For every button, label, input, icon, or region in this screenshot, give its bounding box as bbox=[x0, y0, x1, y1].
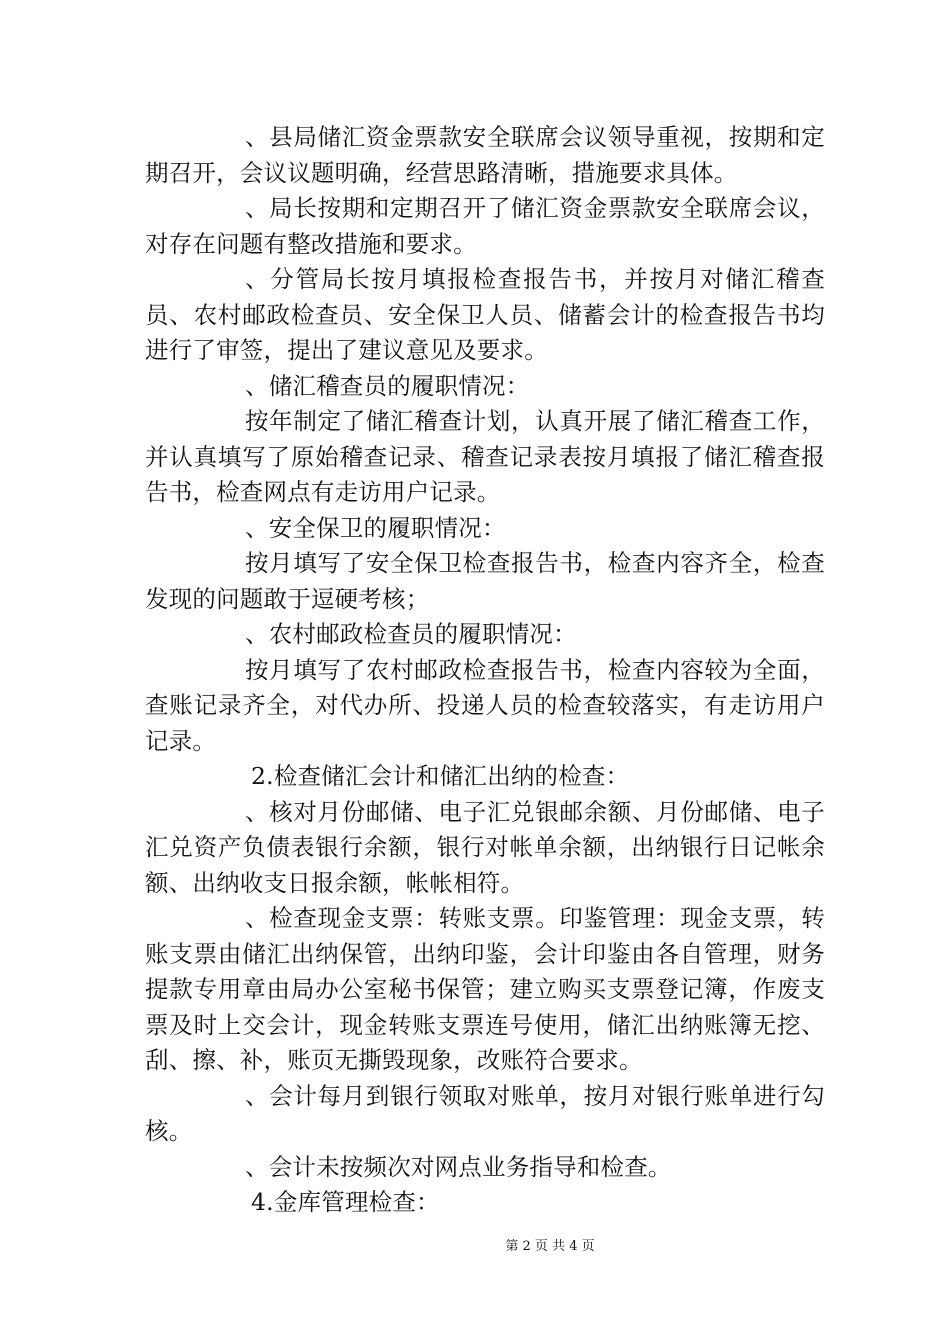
paragraph: 、检查现金支票：转账支票。印鉴管理：现金支票，转账支票由储汇出纳保管，出纳印鉴，会计印鉴由各自管理，财务提款专用章由局办公室秘书保管；建立购买支票登记簿，作废支票及时上交会计，现金转账支票连号使用，储汇出纳账簿无挖、刮、擦、补，账页无撕毁现象，改账符合要求。 bbox=[145, 904, 825, 1074]
paragraph: 按月填写了安全保卫检查报告书，检查内容齐全，检查发现的问题敢于逗硬考核； bbox=[145, 549, 825, 613]
paragraph: 、会计未按频次对网点业务指导和检查。 bbox=[245, 1152, 672, 1181]
paragraph: 、储汇稽查员的履职情况： bbox=[245, 371, 530, 400]
paragraph: 、分管局长按月填报检查报告书，并按月对储汇稽查员、农村邮政检查员、安全保卫人员、储蓄会计的检查报告书均进行了审签，提出了建议意见及要求。 bbox=[145, 265, 825, 364]
paragraph: 、农村邮政检查员的履职情况： bbox=[245, 620, 577, 648]
paragraph: 、安全保卫的履职情况： bbox=[245, 513, 506, 542]
section-heading: 4.金库管理检查： bbox=[251, 1188, 440, 1216]
page-number-footer: 第 2 页 共 4 页 bbox=[505, 1239, 595, 1254]
paragraph: 按月填写了农村邮政检查报告书，检查内容较为全面，查账记录齐全，对代办所、投递人员的检查较落实，有走访用户记录。 bbox=[145, 655, 825, 755]
paragraph: 、会计每月到银行领取对账单，按月对银行账单进行勾核。 bbox=[145, 1081, 825, 1145]
paragraph: 、核对月份邮储、电子汇兑银邮余额、月份邮储、电子汇兑资产负债表银行余额，银行对帐单余额，出纳银行日记帐余额、出纳收支日报余额，帐帐相符。 bbox=[145, 797, 825, 897]
paragraph: 按年制定了储汇稽查计划，认真开展了储汇稽查工作，并认真填写了原始稽查记录、稽查记录表按月填报了储汇稽查报告书，检查网点有走访用户记录。 bbox=[145, 407, 825, 506]
paragraph: 、县局储汇资金票款安全联席会议领导重视，按期和定期召开，会议议题明确，经营思路清晰，措施要求具体。 bbox=[145, 123, 825, 187]
document-body bbox=[145, 120, 825, 1221]
section-heading: 2.检查储汇会计和储汇出纳的检查： bbox=[251, 762, 630, 790]
paragraph: 、局长按期和定期召开了储汇资金票款安全联席会议，对存在问题有整改措施和要求。 bbox=[145, 194, 825, 258]
